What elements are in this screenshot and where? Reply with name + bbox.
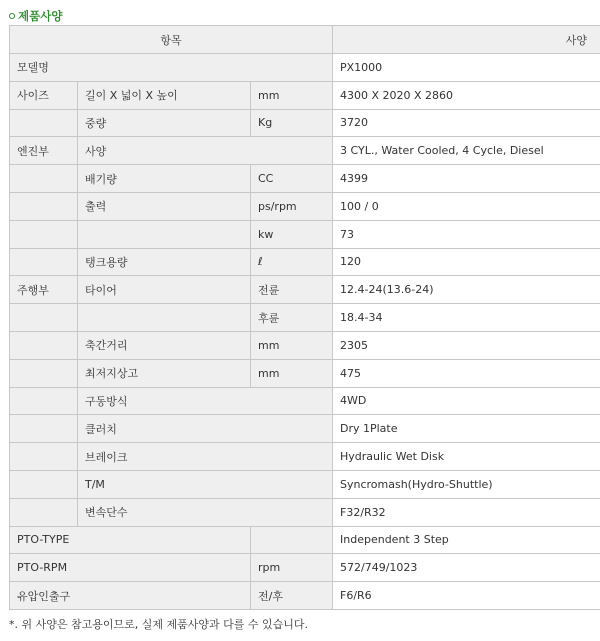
row-item: 사양 — [78, 137, 333, 165]
table-row — [10, 137, 600, 165]
row-unit: kw — [251, 220, 333, 248]
row-category: PTO-RPM — [10, 554, 251, 582]
row-item: T/M — [78, 470, 333, 498]
row-category: 엔진부 — [10, 137, 78, 165]
row-category — [10, 415, 78, 443]
row-item: 길이 X 넓이 X 높이 — [78, 81, 251, 109]
table-row — [10, 81, 600, 109]
row-item: 배기량 — [78, 165, 251, 193]
circle-bullet-icon — [9, 13, 15, 19]
table-row — [10, 387, 600, 415]
row-value: 475 — [333, 359, 600, 387]
row-category — [10, 192, 78, 220]
footnote: *. 위 사양은 참고용이므로, 실제 제품사양과 다를 수 있습니다. — [9, 618, 308, 631]
row-category: 유압인출구 — [10, 582, 251, 610]
row-value: Syncromash(Hydro-Shuttle) — [333, 470, 600, 498]
header-item: 항목 — [10, 26, 333, 54]
row-item: 축간거리 — [78, 331, 251, 359]
row-category — [10, 498, 78, 526]
row-value: 572/749/1023 — [333, 554, 600, 582]
row-value: PX1000 — [333, 54, 600, 82]
table-row — [10, 248, 600, 276]
row-unit: ps/rpm — [251, 192, 333, 220]
table-header-row — [10, 26, 600, 54]
row-item: 브레이크 — [78, 443, 333, 471]
table-row — [10, 359, 600, 387]
row-value: Hydraulic Wet Disk — [333, 443, 600, 471]
row-unit: mm — [251, 331, 333, 359]
row-item: 최저지상고 — [78, 359, 251, 387]
row-value: 4300 X 2020 X 2860 — [333, 81, 600, 109]
row-value: 18.4-34 — [333, 304, 600, 332]
row-unit: rpm — [251, 554, 333, 582]
row-value: Dry 1Plate — [333, 415, 600, 443]
row-value: 12.4-24(13.6-24) — [333, 276, 600, 304]
row-unit: 후륜 — [251, 304, 333, 332]
row-value: 120 — [333, 248, 600, 276]
row-unit — [251, 526, 333, 554]
table-row — [10, 331, 600, 359]
row-unit: CC — [251, 165, 333, 193]
table-row — [10, 220, 600, 248]
row-value: 4WD — [333, 387, 600, 415]
table-row — [10, 109, 600, 137]
row-item: 탱크용량 — [78, 248, 251, 276]
header-spec: 사양 — [333, 26, 600, 54]
table-row — [10, 582, 600, 610]
table-row — [10, 526, 600, 554]
row-value: F32/R32 — [333, 498, 600, 526]
table-row — [10, 470, 600, 498]
row-item: 변속단수 — [78, 498, 333, 526]
row-category — [10, 304, 78, 332]
table-row — [10, 443, 600, 471]
table-row — [10, 554, 600, 582]
row-value: 4399 — [333, 165, 600, 193]
row-item — [78, 304, 251, 332]
table-row — [10, 165, 600, 193]
row-unit: 전륜 — [251, 276, 333, 304]
row-category: 주행부 — [10, 276, 78, 304]
row-category: 모델명 — [10, 54, 333, 82]
row-category — [10, 470, 78, 498]
row-item: 구동방식 — [78, 387, 333, 415]
row-item: 출력 — [78, 192, 251, 220]
row-category — [10, 109, 78, 137]
row-item: 클러치 — [78, 415, 333, 443]
row-category: 사이즈 — [10, 81, 78, 109]
row-value: 100 / 0 — [333, 192, 600, 220]
row-unit: 전/후 — [251, 582, 333, 610]
table-row — [10, 54, 600, 82]
row-category — [10, 220, 78, 248]
section-heading — [9, 7, 62, 25]
row-value: 3 CYL., Water Cooled, 4 Cycle, Diesel — [333, 137, 600, 165]
row-unit: mm — [251, 81, 333, 109]
table-row — [10, 192, 600, 220]
row-unit: ℓ — [251, 248, 333, 276]
table-row — [10, 498, 600, 526]
row-category — [10, 165, 78, 193]
table-row — [10, 276, 600, 304]
row-category — [10, 443, 78, 471]
row-unit: mm — [251, 359, 333, 387]
row-item — [78, 220, 251, 248]
row-category: PTO-TYPE — [10, 526, 251, 554]
row-item: 타이어 — [78, 276, 251, 304]
spec-table — [9, 25, 600, 610]
table-row — [10, 304, 600, 332]
section-heading-text: 제품사양 — [18, 9, 63, 23]
row-value: Independent 3 Step — [333, 526, 600, 554]
row-value: 2305 — [333, 331, 600, 359]
row-category — [10, 331, 78, 359]
row-category — [10, 248, 78, 276]
row-value: 73 — [333, 220, 600, 248]
row-item: 중량 — [78, 109, 251, 137]
table-row — [10, 415, 600, 443]
row-value: F6/R6 — [333, 582, 600, 610]
row-category — [10, 359, 78, 387]
row-category — [10, 387, 78, 415]
row-unit: Kg — [251, 109, 333, 137]
row-value: 3720 — [333, 109, 600, 137]
